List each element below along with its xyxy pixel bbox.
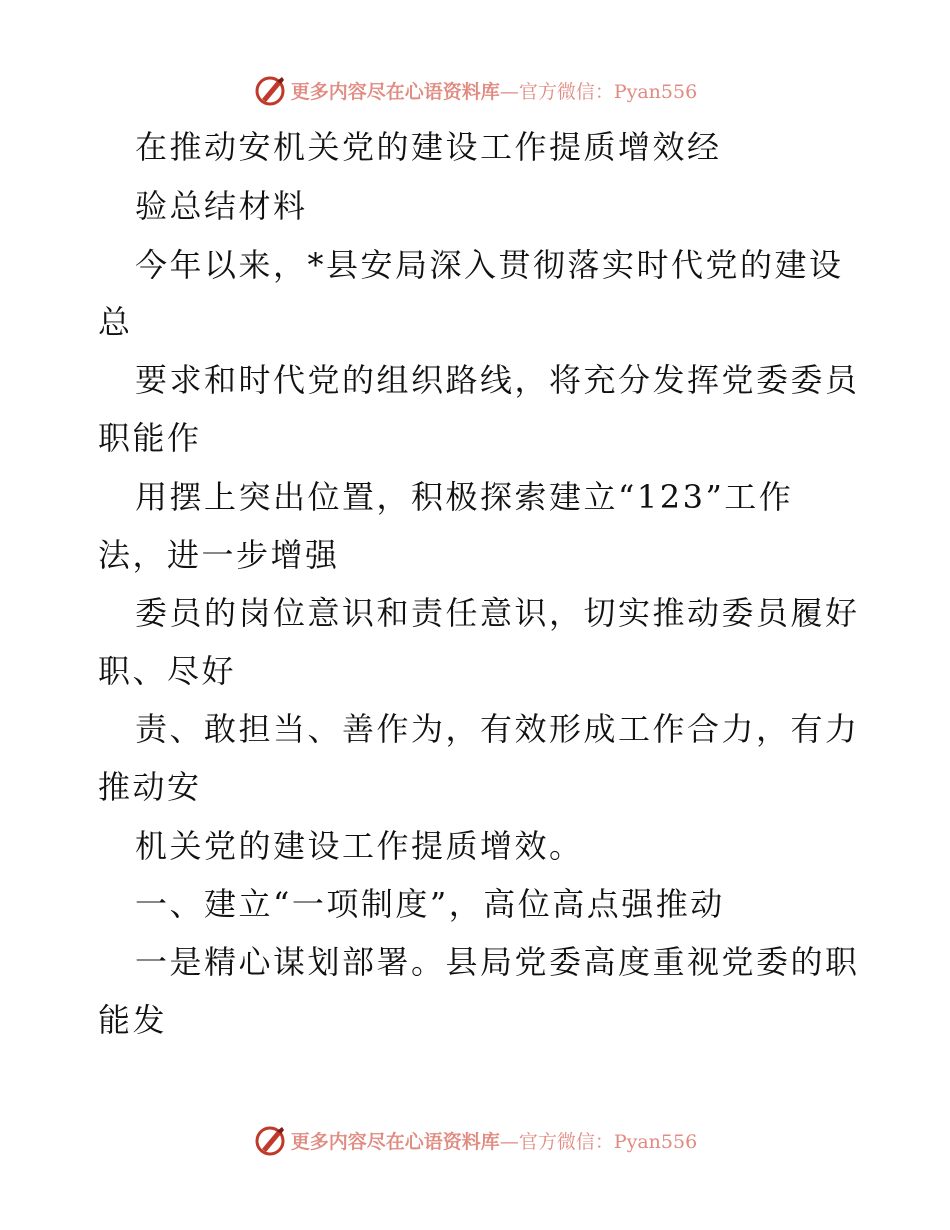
doc-paragraph-line: 法，进一步增强 (98, 536, 340, 574)
doc-paragraph-line: 用摆上突出位置，积极探索建立“123”工作 (135, 478, 794, 516)
doc-paragraph-line: 一是精心谋划部署。县局党委高度重视党委的职 (135, 943, 860, 981)
header-wechat-id: Pyan556 (613, 80, 698, 103)
header-watermark-text (291, 77, 697, 104)
doc-paragraph-line: 要求和时代党的组织路线，将充分发挥党委委员 (135, 361, 860, 399)
doc-paragraph-line: 能发 (98, 1001, 168, 1039)
footer-wechat-label: 官方微信： (518, 1130, 614, 1153)
doc-paragraph-line: 职、尽好 (98, 652, 237, 690)
pen-circle-logo-icon (253, 1123, 287, 1157)
footer-watermark-text (291, 1127, 697, 1154)
pen-circle-logo-icon (253, 73, 287, 107)
doc-paragraph-line: 总 (98, 303, 133, 341)
footer-watermark-banner (0, 1120, 950, 1160)
doc-paragraph-line: 推动安 (98, 768, 202, 806)
footer-brand-text: 更多内容尽在心语资料库 (290, 1130, 500, 1153)
doc-section-heading: 一、建立“一项制度”，高位高点强推动 (135, 885, 725, 923)
doc-paragraph-line: 机关党的建设工作提质增效。 (135, 827, 584, 865)
doc-title-line-2: 验总结材料 (135, 187, 308, 225)
header-brand-text: 更多内容尽在心语资料库 (290, 80, 500, 103)
header-dash: — (499, 80, 519, 103)
header-watermark-banner (0, 70, 950, 110)
footer-dash: — (499, 1130, 519, 1153)
footer-wechat-id: Pyan556 (613, 1130, 698, 1153)
header-wechat-label: 官方微信： (518, 80, 614, 103)
doc-paragraph-line: 委员的岗位意识和责任意识，切实推动委员履好 (135, 594, 860, 632)
doc-paragraph-line: 今年以来，*县安局深入贯彻落实时代党的建设 (135, 246, 844, 284)
doc-paragraph-line: 职能作 (98, 419, 202, 457)
doc-paragraph-line: 责、敢担当、善作为，有效形成工作合力，有力 (135, 710, 860, 748)
doc-title-line-1: 在推动安机关党的建设工作提质增效经 (135, 128, 722, 166)
